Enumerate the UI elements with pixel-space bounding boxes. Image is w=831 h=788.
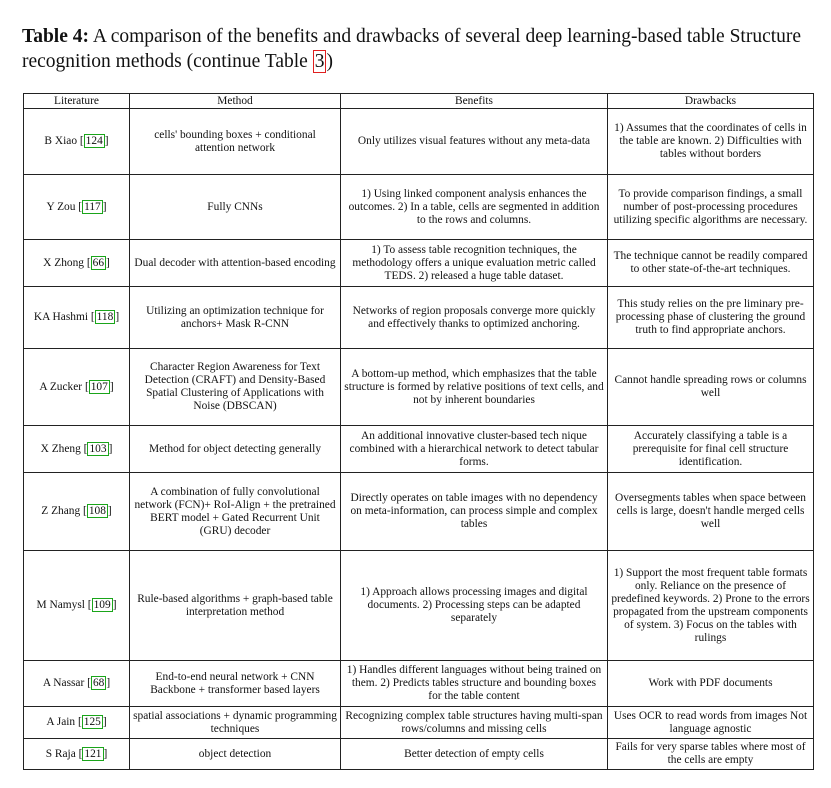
literature-cell: M Namysl [ 109 ] — [24, 551, 130, 661]
drawbacks-cell: To provide comparison findings, a small number of post-processing procedures utilizing specific algorithms are necessary. — [608, 175, 814, 240]
benefits-cell: 1) Using linked component analysis enhances the outcomes. 2) In a table, cells are segmented in addition to the rows and columns. — [341, 175, 608, 240]
citation-link[interactable]: 68 — [92, 677, 105, 689]
drawbacks-cell: 1) Support the most frequent table formats only. Reliance on the presence of predefined keywords. 2) Prone to the errors propagated from the upstream components of system. 3) Focus on the tables with rulings — [608, 551, 814, 661]
author-name: Y Zou — [46, 200, 76, 213]
literature-cell: A Nassar [ 68 ] — [24, 661, 130, 707]
method-cell: Utilizing an optimization technique for anchors+ Mask R-CNN — [130, 287, 341, 349]
method-cell: Fully CNNs — [130, 175, 341, 240]
table-caption — [22, 24, 812, 74]
drawbacks-cell: 1) Assumes that the coordinates of cells in the table are known. 2) Difficulties with tables without borders — [608, 109, 814, 175]
literature-cell: X Zhong [ 66 ] — [24, 240, 130, 287]
caption-text: A comparison of the benefits and drawbacks of several deep learning-based table Structure recognition methods (continue Table — [22, 26, 802, 72]
citation-link[interactable]: 124 — [85, 135, 103, 147]
citation-link[interactable]: 66 — [92, 256, 105, 269]
benefits-cell: Recognizing complex table structures having multi-span rows/columns and missing cells — [341, 707, 608, 739]
benefits-cell: A bottom-up method, which emphasizes that the table structure is formed by relative positions of text cells, and not by inherent boundaries — [341, 349, 608, 426]
literature-cell: S Raja [ 121 ] — [24, 739, 130, 770]
benefits-cell: Networks of region proposals converge more quickly and effectively thanks to optimized anchoring. — [341, 287, 608, 349]
literature-cell: A Zucker [ 107 ] — [24, 349, 130, 426]
literature-cell: X Zheng [ 103 ] — [24, 426, 130, 473]
author-name: S Raja — [45, 747, 76, 760]
drawbacks-cell: Work with PDF documents — [608, 661, 814, 707]
method-cell: Dual decoder with attention-based encoding — [130, 240, 341, 287]
drawbacks-cell: This study relies on the pre liminary pre-processing phase of clustering the ground truth to find appropriate anchors. — [608, 287, 814, 349]
citation-link[interactable]: 118 — [96, 311, 114, 323]
author-name: Z Zhang — [41, 505, 81, 517]
table-row — [24, 661, 814, 707]
drawbacks-cell: Accurately classifying a table is a prerequisite for final cell structure identification. — [608, 426, 814, 473]
table-row — [24, 473, 814, 551]
benefits-cell: 1) Handles different languages without being trained on them. 2) Predicts tables structure and bounding boxes for the table content — [341, 661, 608, 707]
author-name: A Zucker — [39, 380, 83, 393]
method-cell: Rule-based algorithms + graph-based table interpretation method — [130, 551, 341, 661]
literature-cell: B Xiao [ 124 ] — [24, 109, 130, 175]
table-row — [24, 109, 814, 175]
citation-link[interactable]: 109 — [93, 599, 111, 611]
author-name: KA Hashmi — [33, 311, 88, 323]
method-cell: Method for object detecting generally — [130, 426, 341, 473]
benefits-cell: 1) To assess table recognition techniques, the methodology offers a unique evaluation metric called TEDS. 2) released a huge table dataset. — [341, 240, 608, 287]
drawbacks-cell: The technique cannot be readily compared to other state-of-the-art techniques. — [608, 240, 814, 287]
header-method: Method — [130, 94, 341, 109]
header-drawbacks: Drawbacks — [608, 94, 814, 109]
benefits-cell: Directly operates on table images with no dependency on meta-information, can process simple and complex tables — [341, 473, 608, 551]
caption-label: Table 4: — [22, 26, 90, 47]
author-name: X Zhong — [43, 256, 84, 269]
table-row — [24, 240, 814, 287]
caption-table-ref[interactable]: 3 — [314, 51, 325, 72]
citation-link[interactable]: 117 — [84, 200, 101, 213]
citation-link[interactable]: 121 — [84, 747, 102, 760]
benefits-cell: An additional innovative cluster-based tech nique combined with a hierarchical network to detect tabular forms. — [341, 426, 608, 473]
literature-cell: Z Zhang [ 108 ] — [24, 473, 130, 551]
table-row — [24, 349, 814, 426]
header-row — [24, 94, 814, 109]
citation-link[interactable]: 103 — [89, 442, 107, 455]
citation-link[interactable]: 107 — [90, 380, 108, 393]
drawbacks-cell: Oversegments tables when space between cells is large, doesn't handle merged cells well — [608, 473, 814, 551]
method-cell: object detection — [130, 739, 341, 770]
table-row — [24, 175, 814, 240]
author-name: A Nassar — [42, 677, 85, 689]
literature-cell: A Jain [ 125 ] — [24, 707, 130, 739]
method-cell: cells' bounding boxes + conditional attention network — [130, 109, 341, 175]
benefits-cell: Better detection of empty cells — [341, 739, 608, 770]
literature-cell: KA Hashmi [ 118 ] — [24, 287, 130, 349]
table-row — [24, 739, 814, 770]
citation-link[interactable]: 108 — [88, 505, 106, 517]
header-literature: Literature — [24, 94, 130, 109]
header-benefits: Benefits — [341, 94, 608, 109]
table-row — [24, 707, 814, 739]
method-cell: Character Region Awareness for Text Detection (CRAFT) and Density-Based Spatial Clustering of Applications with Noise (DBSCAN) — [130, 349, 341, 426]
drawbacks-cell: Cannot handle spreading rows or columns well — [608, 349, 814, 426]
author-name: B Xiao — [44, 135, 78, 147]
citation-link[interactable]: 125 — [83, 716, 101, 728]
comparison-table — [23, 93, 814, 770]
author-name: X Zheng — [40, 442, 81, 455]
benefits-cell: 1) Approach allows processing images and digital documents. 2) Processing steps can be adapted separately — [341, 551, 608, 661]
method-cell: spatial associations + dynamic programming techniques — [130, 707, 341, 739]
drawbacks-cell: Uses OCR to read words from images Not language agnostic — [608, 707, 814, 739]
author-name: A Jain — [46, 716, 76, 728]
table-row — [24, 551, 814, 661]
literature-cell: Y Zou [ 117 ] — [24, 175, 130, 240]
author-name: M Namysl — [36, 599, 85, 611]
caption-close: ) — [326, 51, 333, 72]
drawbacks-cell: Fails for very sparse tables where most of the cells are empty — [608, 739, 814, 770]
method-cell: A combination of fully convolutional network (FCN)+ RoI-Align + the pretrained BERT model + Gated Recurrent Unit (GRU) decoder — [130, 473, 341, 551]
method-cell: End-to-end neural network + CNN Backbone + transformer based layers — [130, 661, 341, 707]
benefits-cell: Only utilizes visual features without any meta-data — [341, 109, 608, 175]
table-row — [24, 426, 814, 473]
table-row — [24, 287, 814, 349]
